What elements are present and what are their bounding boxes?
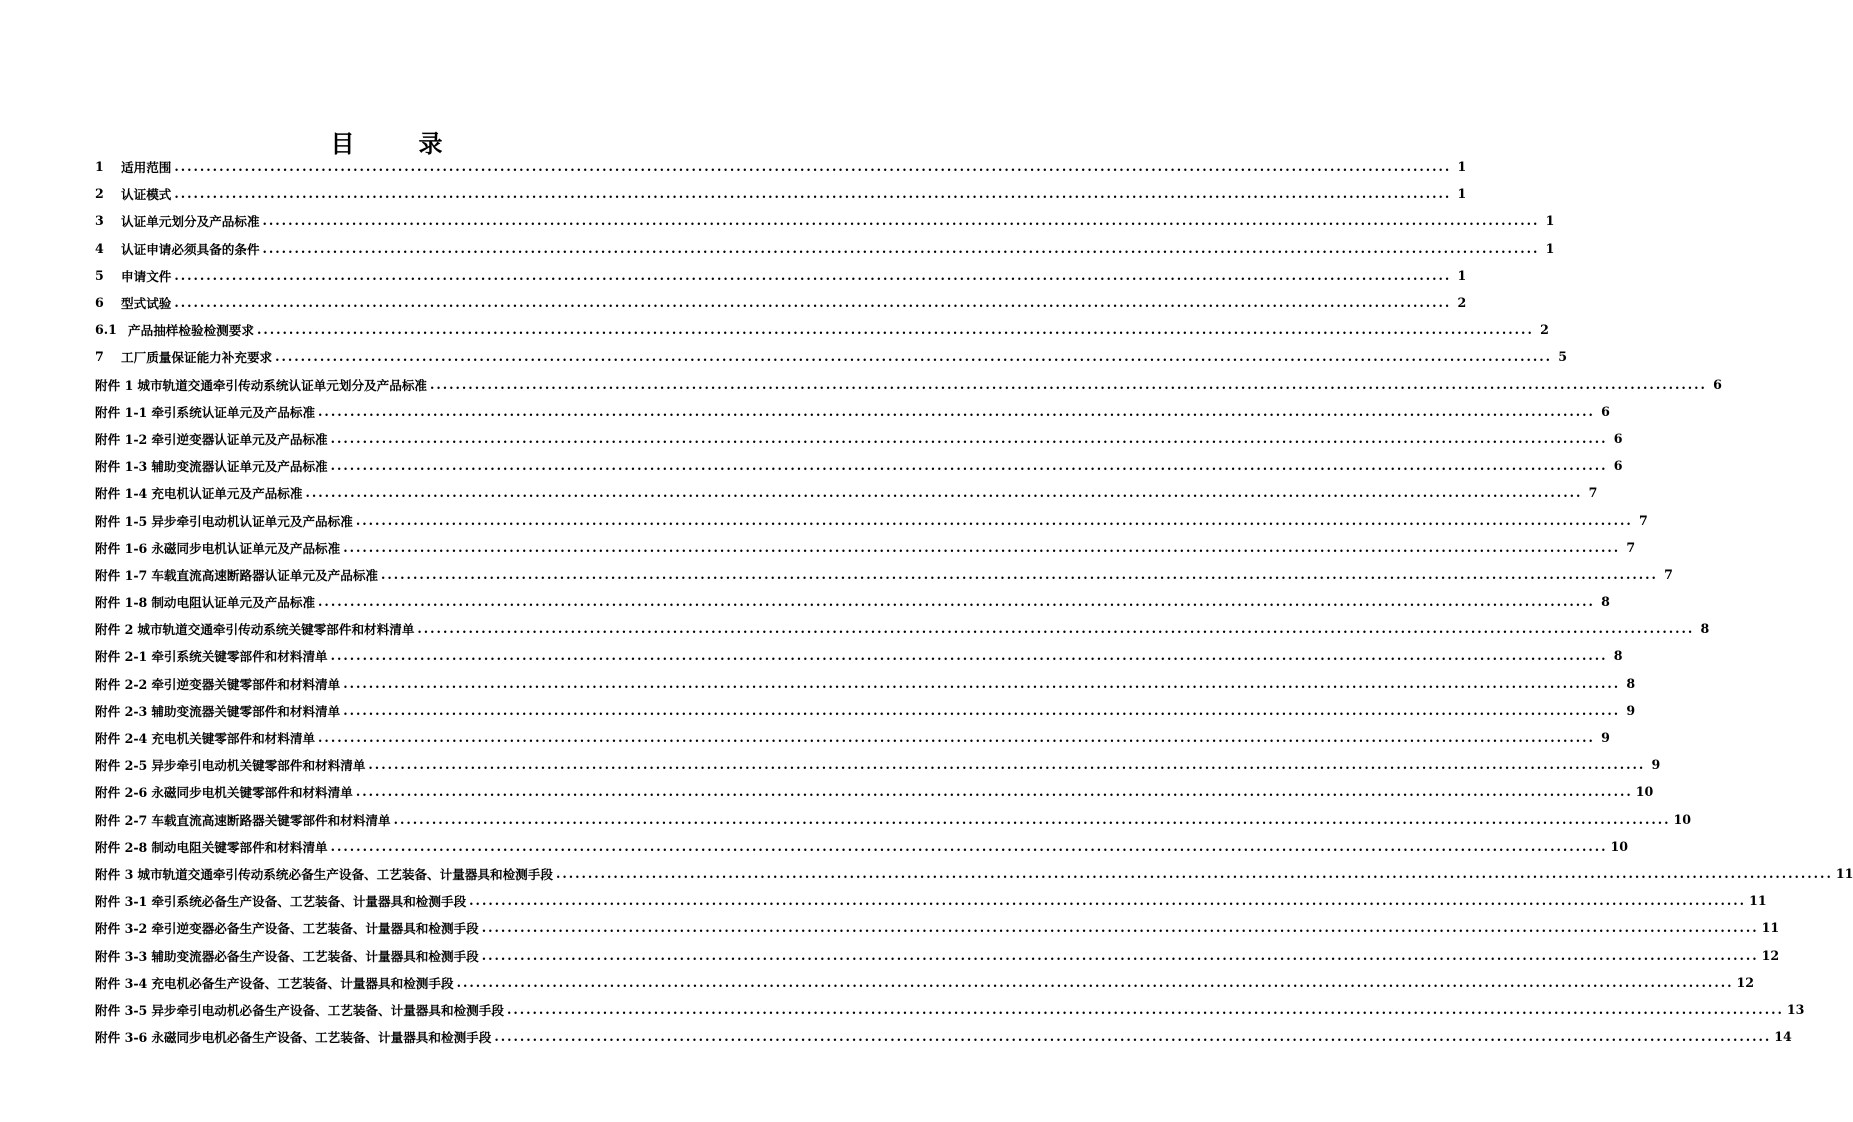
toc-entry-number: 附件 3-2 [95, 921, 148, 937]
toc-entry-label: 永磁同步电机必备生产设备、工艺装备、计量器具和检测手段 [151, 1030, 492, 1046]
toc-entry-page-number: 11 [1761, 920, 1780, 936]
toc-entry-number: 附件 2-3 [95, 703, 148, 719]
toc-entry-number: 5 [95, 267, 104, 283]
dot-leader: ........................................................................................................................................................................................................ [381, 566, 1658, 582]
dot-leader: ........................................................................................................................................................................................................ [368, 757, 1646, 773]
toc-entry-page-number: 1 [1545, 213, 1555, 229]
toc-entry-number: 附件 2 [95, 622, 134, 638]
toc-entry-label: 辅助变流器必备生产设备、工艺装备、计量器具和检测手段 [151, 948, 479, 964]
toc-entry-page-number: 12 [1736, 974, 1754, 990]
toc-entry[interactable] [95, 778, 1654, 805]
toc-entry-label: 永磁同步电机关键零部件和材料清单 [151, 785, 353, 801]
dot-leader: ........................................................................................................................................................................................................ [343, 702, 1621, 718]
toc-entry[interactable] [95, 235, 1555, 262]
toc-entry-page-number: 6 [1613, 458, 1623, 474]
toc-entry[interactable] [95, 615, 1710, 642]
toc-entry[interactable] [95, 371, 1722, 398]
toc-entry[interactable] [95, 561, 1673, 588]
toc-entry-number: 附件 1-7 [95, 567, 148, 583]
toc-entry[interactable] [95, 207, 1555, 234]
toc-entry-page-number: 11 [1749, 893, 1767, 909]
toc-entry-page-number: 6 [1613, 430, 1623, 446]
toc-entry-page-number: 9 [1626, 702, 1636, 718]
toc-entry-number: 3 [95, 213, 104, 229]
dot-leader: ........................................................................................................................................................................................................ [174, 159, 1452, 175]
toc-entry-label: 制动电阻关键零部件和材料清单 [151, 839, 328, 855]
toc-entry-page-number: 6 [1601, 403, 1610, 419]
dot-leader: ........................................................................................................................................................................................................ [305, 485, 1583, 501]
toc-entry-page-number: 13 [1786, 1001, 1805, 1017]
toc-entry[interactable] [95, 425, 1623, 452]
toc-entry-label: 牵引逆变器关键零部件和材料清单 [151, 676, 341, 692]
toc-entry-number: 附件 1-4 [95, 486, 148, 502]
toc-entry-number: 附件 2-2 [95, 676, 148, 692]
toc-entry-label: 牵引逆变器必备生产设备、工艺装备、计量器具和检测手段 [151, 921, 479, 937]
dot-leader: ........................................................................................................................................................................................................ [393, 811, 1671, 827]
toc-entry[interactable] [95, 697, 1636, 724]
toc-entry-page-number: 7 [1588, 485, 1598, 501]
dot-leader: ........................................................................................................................................................................................................ [330, 648, 1608, 664]
toc-entry-label: 认证单元划分及产品标准 [121, 214, 260, 230]
toc-entry-page-number: 8 [1601, 594, 1610, 610]
toc-entry-number: 附件 2-6 [95, 785, 148, 801]
dot-leader: ........................................................................................................................................................................................................ [456, 974, 1734, 990]
toc-entry[interactable] [95, 642, 1623, 669]
toc-entry[interactable] [95, 969, 1754, 996]
toc-entry-number: 附件 3-6 [95, 1030, 148, 1046]
toc-entry-number: 附件 1-8 [95, 595, 148, 611]
toc-entry-page-number: 7 [1626, 539, 1636, 555]
dot-leader: ........................................................................................................................................................................................................ [343, 539, 1621, 555]
toc-entry[interactable] [95, 887, 1767, 914]
toc-entry-number: 附件 3-3 [95, 948, 148, 964]
toc-entry-label: 异步牵引电动机关键零部件和材料清单 [151, 758, 366, 774]
toc-entry-number: 附件 1-6 [95, 540, 148, 556]
toc-entry-page-number: 10 [1610, 838, 1629, 854]
toc-entry-number: 附件 2-8 [95, 839, 148, 855]
toc-entry-label: 城市轨道交通牵引传动系统关键零部件和材料清单 [137, 622, 415, 638]
toc-entry-page-number: 2 [1457, 295, 1467, 311]
toc-entry-label: 城市轨道交通牵引传动系统认证单元划分及产品标准 [137, 377, 427, 393]
toc-title: 目 录 [330, 129, 463, 158]
dot-leader: ........................................................................................................................................................................................................ [262, 213, 1540, 229]
toc-entry[interactable] [95, 289, 1467, 316]
toc-entry-label: 永磁同步电机认证单元及产品标准 [151, 540, 341, 556]
toc-entry-number: 附件 3 [95, 866, 134, 882]
dot-leader: ........................................................................................................................................................................................................ [256, 322, 1534, 338]
toc-entry-label: 充电机关键零部件和材料清单 [151, 731, 316, 747]
toc-entry-label: 辅助变流器关键零部件和材料清单 [151, 703, 341, 719]
toc-entry-number: 附件 2-4 [95, 731, 148, 747]
toc-entry[interactable] [95, 996, 1805, 1023]
toc-entry-number: 7 [95, 349, 104, 365]
dot-leader: ........................................................................................................................................................................................................ [275, 349, 1553, 365]
toc-entry-page-number: 9 [1651, 757, 1661, 773]
toc-entry[interactable] [95, 751, 1661, 778]
dot-leader: ........................................................................................................................................................................................................ [481, 947, 1759, 963]
toc-entry-label: 牵引系统认证单元及产品标准 [151, 404, 316, 420]
toc-entry[interactable] [95, 398, 1610, 425]
toc-entry-label: 充电机认证单元及产品标准 [151, 486, 303, 502]
toc-entry-label: 申请文件 [121, 268, 172, 284]
toc-entry-label: 辅助变流器认证单元及产品标准 [151, 459, 328, 475]
toc-entry-number: 附件 1-5 [95, 513, 148, 529]
toc-entry[interactable] [95, 670, 1636, 697]
toc-entry[interactable] [95, 534, 1636, 561]
toc-entry-label: 型式试验 [121, 296, 172, 312]
toc-entry[interactable] [95, 588, 1610, 615]
toc-entry-page-number: 1 [1545, 240, 1555, 256]
toc-entry-number: 附件 1-1 [95, 404, 148, 420]
toc-entry[interactable] [95, 262, 1467, 289]
table-of-contents [95, 153, 1853, 1050]
toc-entry-label: 产品抽样检验检测要求 [128, 323, 254, 339]
toc-entry-page-number: 14 [1774, 1029, 1792, 1045]
toc-entry[interactable] [95, 153, 1467, 180]
toc-entry-label: 适用范围 [121, 160, 172, 176]
toc-entry-label: 认证申请必须具备的条件 [121, 241, 260, 257]
dot-leader: ........................................................................................................................................................................................................ [174, 295, 1452, 311]
toc-entry-label: 异步牵引电动机认证单元及产品标准 [151, 513, 353, 529]
dot-leader: ........................................................................................................................................................................................................ [330, 430, 1608, 446]
toc-entry-label: 牵引系统必备生产设备、工艺装备、计量器具和检测手段 [151, 894, 467, 910]
dot-leader: ........................................................................................................................................................................................................ [318, 403, 1595, 419]
toc-entry-label: 充电机必备生产设备、工艺装备、计量器具和检测手段 [151, 975, 454, 991]
toc-entry[interactable] [95, 806, 1692, 833]
toc-entry[interactable] [95, 914, 1780, 941]
toc-entry[interactable] [95, 860, 1853, 887]
dot-leader: ........................................................................................................................................................................................................ [174, 186, 1452, 202]
toc-entry-page-number: 8 [1700, 621, 1710, 637]
toc-entry-number: 附件 1-2 [95, 431, 148, 447]
toc-entry-number: 附件 2-7 [95, 812, 148, 828]
toc-entry-page-number: 2 [1540, 322, 1549, 338]
toc-entry-label: 车载直流高速断路器关键零部件和材料清单 [151, 812, 391, 828]
toc-entry[interactable] [95, 452, 1623, 479]
dot-leader: ........................................................................................................................................................................................................ [506, 1001, 1784, 1017]
toc-entry[interactable] [95, 316, 1549, 343]
dot-leader: ........................................................................................................................................................................................................ [494, 1029, 1772, 1045]
toc-entry-page-number: 10 [1635, 784, 1654, 800]
dot-leader: ........................................................................................................................................................................................................ [481, 920, 1759, 936]
dot-leader: ........................................................................................................................................................................................................ [469, 893, 1747, 909]
toc-entry-number: 附件 1 [95, 377, 134, 393]
toc-entry[interactable] [95, 343, 1568, 370]
toc-entry[interactable] [95, 724, 1610, 751]
toc-entry-label: 工厂质量保证能力补充要求 [121, 350, 273, 366]
dot-leader: ........................................................................................................................................................................................................ [355, 512, 1633, 528]
dot-leader: ........................................................................................................................................................................................................ [343, 675, 1621, 691]
dot-leader: ........................................................................................................................................................................................................ [174, 267, 1452, 283]
toc-entry-page-number: 6 [1713, 376, 1722, 392]
toc-entry-page-number: 10 [1673, 811, 1692, 827]
dot-leader: ........................................................................................................................................................................................................ [318, 730, 1595, 746]
toc-entry[interactable] [95, 941, 1780, 968]
toc-entry-label: 制动电阻认证单元及产品标准 [151, 595, 316, 611]
toc-entry-page-number: 8 [1626, 675, 1636, 691]
toc-entry-label: 牵引系统关键零部件和材料清单 [151, 649, 328, 665]
toc-entry-number: 附件 3-1 [95, 894, 148, 910]
toc-entry-page-number: 5 [1558, 349, 1568, 365]
dot-leader: ........................................................................................................................................................................................................ [262, 240, 1540, 256]
toc-entry-page-number: 1 [1457, 186, 1467, 202]
toc-entry-label: 认证模式 [121, 187, 172, 203]
toc-entry-number: 2 [95, 186, 104, 202]
dot-leader: ........................................................................................................................................................................................................ [417, 621, 1695, 637]
toc-entry-number: 6 [95, 295, 104, 311]
toc-entry-label: 牵引逆变器认证单元及产品标准 [151, 431, 328, 447]
dot-leader: ........................................................................................................................................................................................................ [330, 458, 1608, 474]
toc-entry-page-number: 8 [1613, 648, 1623, 664]
dot-leader: ........................................................................................................................................................................................................ [430, 376, 1707, 392]
toc-entry-number: 附件 3-4 [95, 975, 148, 991]
toc-entry[interactable] [95, 180, 1467, 207]
toc-entry-number: 4 [95, 240, 104, 256]
toc-entry-page-number: 11 [1835, 865, 1853, 881]
toc-entry-page-number: 12 [1761, 947, 1780, 963]
toc-entry[interactable] [95, 479, 1598, 506]
toc-entry-label: 城市轨道交通牵引传动系统必备生产设备、工艺装备、计量器具和检测手段 [137, 866, 553, 882]
toc-entry-number: 附件 1-3 [95, 459, 148, 475]
dot-leader: ........................................................................................................................................................................................................ [355, 784, 1633, 800]
toc-entry-page-number: 1 [1457, 267, 1467, 283]
toc-entry-label: 车载直流高速断路器认证单元及产品标准 [151, 567, 379, 583]
toc-entry-number: 附件 3-5 [95, 1002, 148, 1018]
toc-entry[interactable] [95, 506, 1648, 533]
dot-leader: ........................................................................................................................................................................................................ [555, 865, 1833, 881]
toc-entry-number: 6.1 [95, 322, 117, 338]
toc-entry-number: 附件 2-5 [95, 758, 148, 774]
dot-leader: ........................................................................................................................................................................................................ [330, 838, 1608, 854]
toc-entry-label: 异步牵引电动机必备生产设备、工艺装备、计量器具和检测手段 [151, 1002, 504, 1018]
toc-entry-page-number: 1 [1457, 159, 1467, 175]
toc-entry-number: 1 [95, 159, 104, 175]
toc-entry-page-number: 9 [1601, 730, 1610, 746]
toc-entry-number: 附件 2-1 [95, 649, 148, 665]
toc-entry[interactable] [95, 833, 1629, 860]
toc-entry-page-number: 7 [1638, 512, 1648, 528]
dot-leader: ........................................................................................................................................................................................................ [318, 594, 1595, 610]
toc-entry[interactable] [95, 1023, 1792, 1050]
toc-entry-page-number: 7 [1664, 566, 1673, 582]
